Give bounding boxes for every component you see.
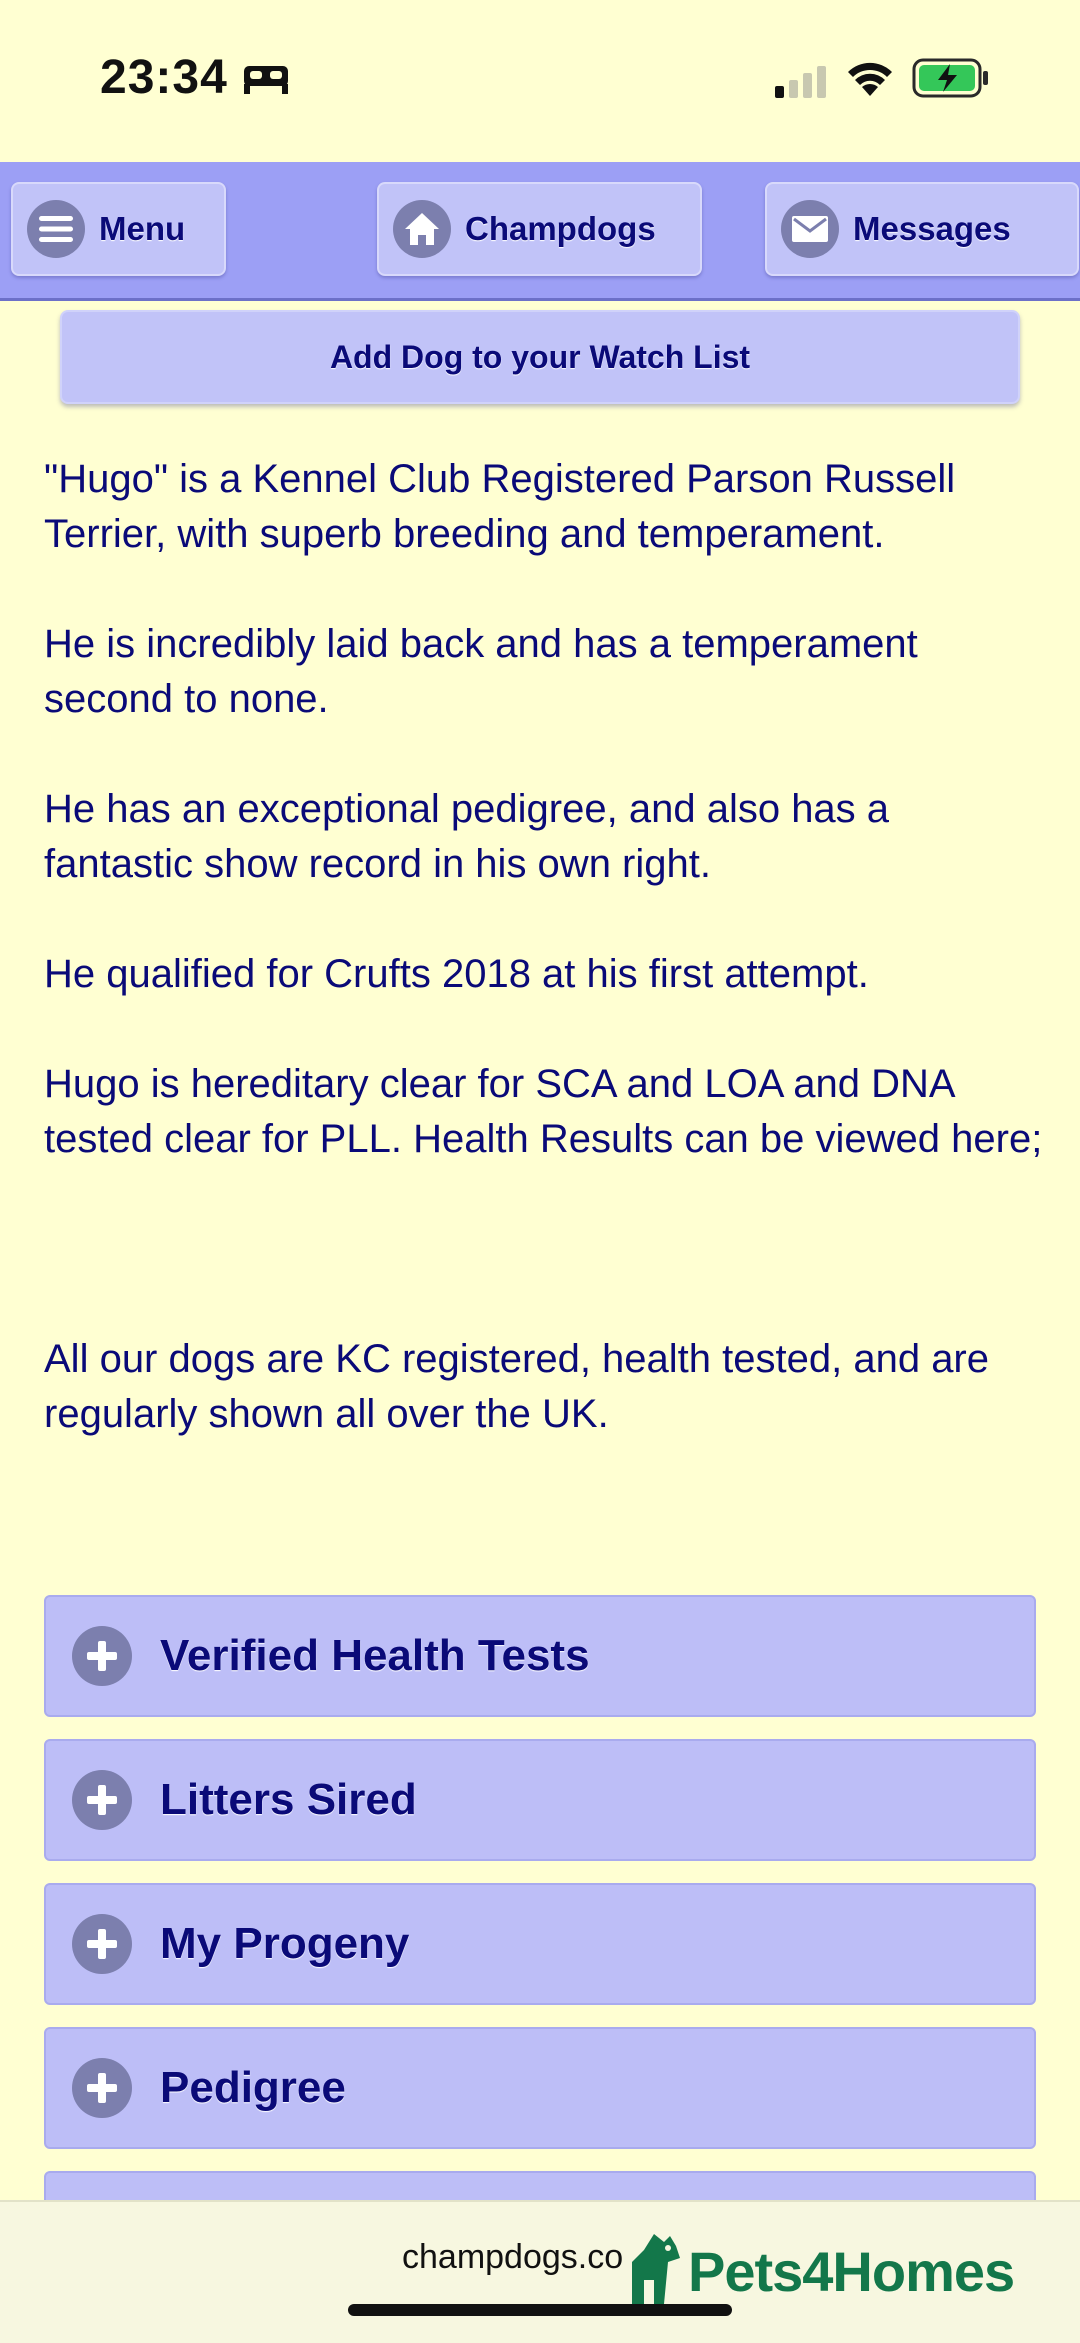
status-bar	[0, 0, 1080, 162]
footer-advert[interactable]	[0, 2200, 1080, 2343]
wifi-icon	[846, 60, 894, 98]
description-paragraph: He has an exceptional pedigree, and also has a fantastic show record in his own right.	[44, 787, 890, 886]
footer-url: champdogs.co	[402, 2238, 624, 2276]
plus-icon	[72, 1914, 132, 1974]
plus-icon	[72, 1626, 132, 1686]
accordion-label: Pedigree	[160, 2063, 346, 2112]
plus-icon	[72, 2058, 132, 2118]
accordion-verified-health-tests[interactable]	[44, 1595, 1036, 1717]
accordion-label: My Progeny	[160, 1919, 410, 1968]
champdogs-home-button[interactable]	[377, 182, 702, 276]
accordion-pedigree[interactable]	[44, 2027, 1036, 2149]
plus-icon	[72, 1770, 132, 1830]
accordion-label: Litters Sired	[160, 1775, 417, 1824]
home-indicator[interactable]	[348, 2304, 732, 2316]
sleep-focus-icon	[242, 62, 290, 96]
description-paragraph: He is incredibly laid back and has a temperament second to none.	[44, 622, 918, 721]
envelope-icon	[781, 200, 839, 258]
hamburger-menu-icon	[27, 200, 85, 258]
battery-charging-icon	[912, 58, 990, 98]
accordion-label: Verified Health Tests	[160, 1631, 590, 1680]
champdogs-button-label: Champdogs	[465, 210, 656, 247]
status-time: 23:34	[100, 51, 228, 104]
messages-button[interactable]	[765, 182, 1079, 276]
description-paragraph: Hugo is hereditary clear for SCA and LOA and DNA tested clear for PLL. Health Results can be viewed here;	[44, 1062, 1043, 1161]
pets4homes-logo[interactable]	[624, 2232, 1014, 2304]
pets4homes-brand-text: Pets4Homes	[688, 2240, 1015, 2303]
accordion-my-progeny[interactable]	[44, 1883, 1036, 2005]
cellular-signal-icon	[775, 66, 829, 98]
menu-button-label: Menu	[99, 210, 186, 247]
pets4homes-dog-icon	[624, 2232, 684, 2304]
add-to-watch-list-button[interactable]: Add Dog to your Watch List	[60, 310, 1020, 404]
description-paragraph: All our dogs are KC registered, health tested, and are regularly shown all over the UK.	[44, 1337, 989, 1436]
messages-button-label: Messages	[853, 210, 1011, 247]
menu-button[interactable]	[11, 182, 226, 276]
dog-description	[44, 452, 1044, 1497]
description-paragraph: He qualified for Crufts 2018 at his first attempt.	[44, 952, 869, 996]
accordion-litters-sired[interactable]	[44, 1739, 1036, 1861]
description-paragraph: "Hugo" is a Kennel Club Registered Parson Russell Terrier, with superb breeding and temperament.	[44, 457, 956, 556]
home-icon	[393, 200, 451, 258]
top-nav-bar	[0, 162, 1080, 301]
